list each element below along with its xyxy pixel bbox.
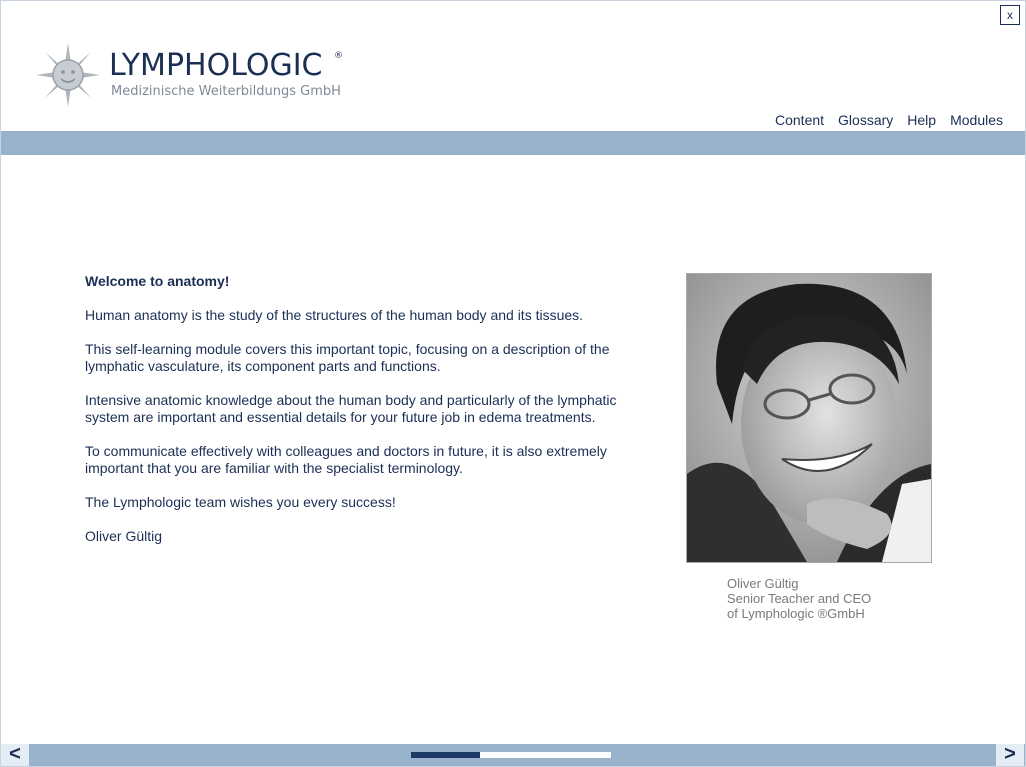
portrait-photo — [686, 273, 932, 563]
progress-bar — [411, 752, 611, 758]
paragraph: Intensive anatomic knowledge about the human body and particularly of the lymphatic system are important and essential details for your future job in edema treatments. — [85, 392, 617, 425]
logo-registered-mark: ® — [334, 51, 343, 61]
portrait-image — [687, 274, 931, 562]
nav-modules[interactable]: Modules — [950, 112, 1003, 128]
welcome-text — [85, 273, 645, 562]
paragraph: The Lymphologic team wishes you every success! — [85, 494, 396, 510]
paragraph: This self-learning module covers this important topic, focusing on a description of the lymphatic vasculature, its component parts and functions. — [85, 341, 610, 374]
top-nav — [775, 112, 1003, 128]
logo-subtitle: Medizinische Weiterbildungs GmbH — [111, 84, 341, 99]
sun-logo-icon — [36, 43, 100, 107]
caption-name: Oliver Gültig — [727, 576, 799, 591]
header-bar — [1, 131, 1025, 155]
logo-title: LYMPHOLOGIC — [109, 48, 323, 83]
nav-content[interactable]: Content — [775, 112, 825, 128]
logo — [36, 41, 366, 111]
signature: Oliver Gültig — [85, 528, 163, 544]
nav-glossary[interactable]: Glossary — [838, 112, 894, 128]
welcome-heading: Welcome to anatomy! — [85, 273, 230, 289]
caption-role: Senior Teacher and CEO — [727, 591, 872, 606]
paragraph: Human anatomy is the study of the structures of the human body and its tissues. — [85, 307, 584, 323]
nav-help[interactable]: Help — [907, 112, 937, 128]
paragraph: To communicate effectively with colleagues and doctors in future, it is also extremely important that you are familiar with the specialist terminology. — [85, 443, 607, 476]
close-button[interactable]: x — [1000, 5, 1020, 25]
progress-fill — [411, 752, 480, 758]
next-page-button[interactable]: > — [996, 744, 1024, 766]
caption-company: of Lymphologic ®GmbH — [727, 606, 865, 621]
previous-page-button[interactable]: < — [1, 744, 29, 766]
photo-caption — [727, 576, 871, 621]
